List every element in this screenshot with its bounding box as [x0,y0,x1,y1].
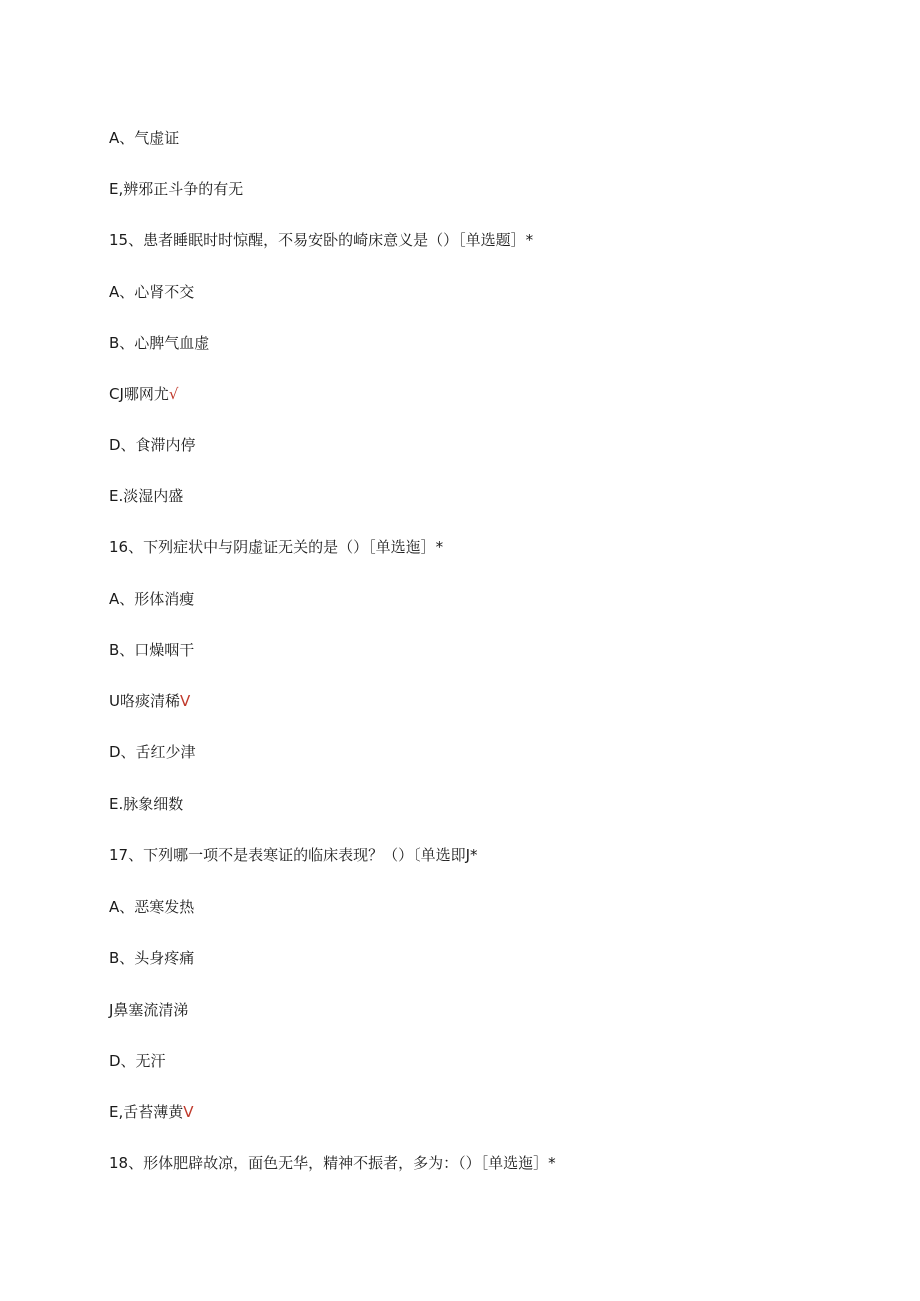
option-line: D、无汗 [109,1052,166,1070]
question-line: 16、下列症状中与阴虚证无关的是（）［单选迤］* [109,538,444,556]
option-line: U咯痰清稀V [109,692,191,710]
option-line: B、心脾气血虚 [109,334,210,352]
question-line: 17、下列哪一项不是表寒证的临床表现？（）〔单选即J* [109,846,478,864]
option-line: A、气虚证 [109,129,180,147]
option-line: D、食滞内停 [109,436,196,454]
option-line: J鼻塞流清涕 [109,1001,189,1019]
correct-answer-mark: V [183,1103,194,1121]
option-line: A、心肾不交 [109,283,195,301]
option-line: E.淡湿内盛 [109,487,184,505]
option-line: E,辨邪正斗争的有无 [109,180,244,198]
option-line: CJ哪网尤√ [109,385,179,403]
option-line: B、头身疼痛 [109,949,195,967]
option-line: A、恶寒发热 [109,898,195,916]
question-line: 18、形体肥辟故凉，面色无华，精神不振者，多为：（）［单选迤］* [109,1154,556,1172]
option-line: D、舌红少津 [109,743,196,761]
question-line: 15、患者睡眠时时惊醒，不易安卧的崎床意义是（）［单选题］* [109,231,534,249]
option-line: B、口燥咽干 [109,641,195,659]
option-line: E.脉象细数 [109,795,184,813]
option-line: E,舌苔薄黄V [109,1103,194,1121]
correct-answer-mark: √ [168,385,179,403]
correct-answer-mark: V [179,692,191,710]
option-line: A、形体消瘦 [109,590,195,608]
